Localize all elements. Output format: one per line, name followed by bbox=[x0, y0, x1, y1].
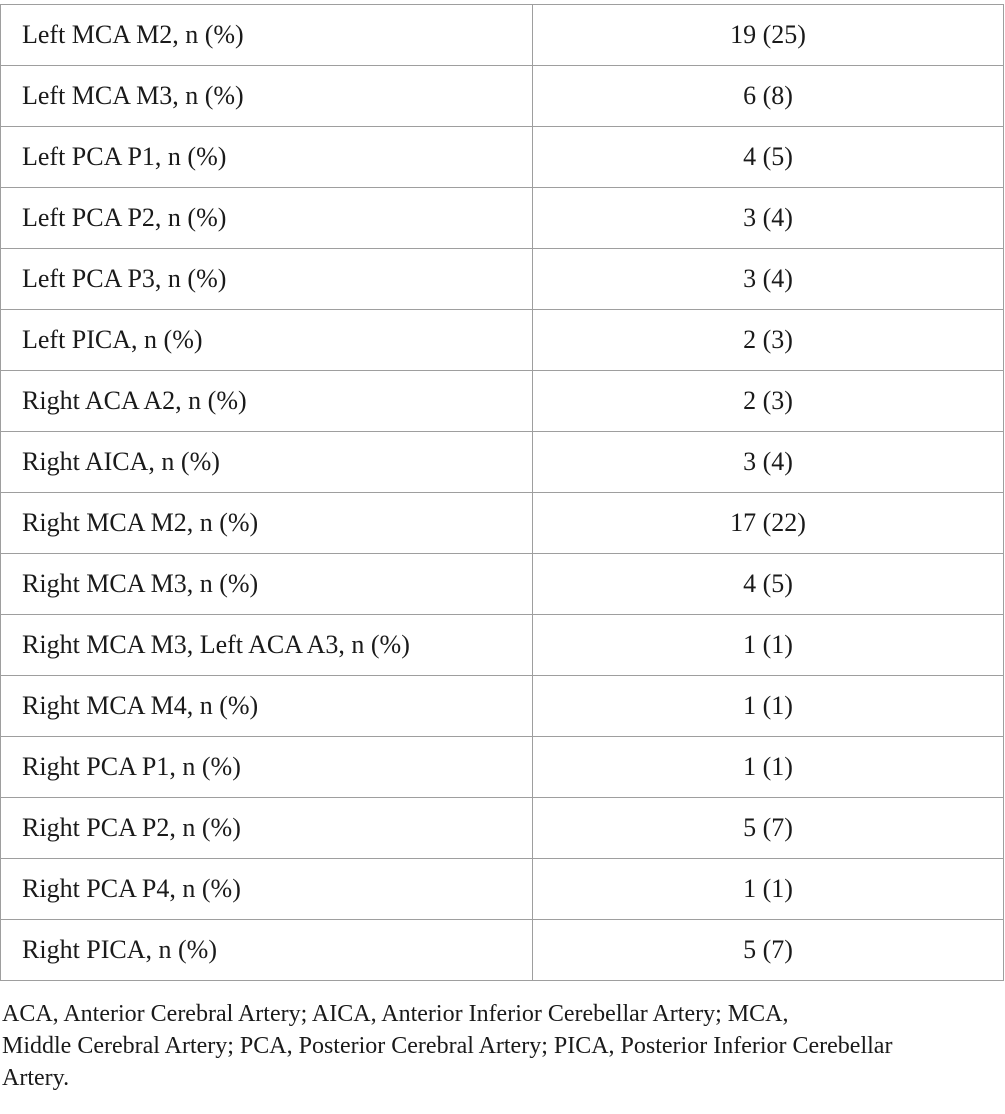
row-label: Right PICA, n (%) bbox=[1, 920, 533, 981]
row-value: 19 (25) bbox=[533, 5, 1004, 66]
row-label: Left PCA P2, n (%) bbox=[1, 188, 533, 249]
row-label: Right PCA P2, n (%) bbox=[1, 798, 533, 859]
table-row bbox=[1, 493, 1004, 554]
row-value: 5 (7) bbox=[533, 798, 1004, 859]
table-row bbox=[1, 432, 1004, 493]
row-value: 5 (7) bbox=[533, 920, 1004, 981]
table-row bbox=[1, 249, 1004, 310]
row-label: Right MCA M3, Left ACA A3, n (%) bbox=[1, 615, 533, 676]
row-value: 3 (4) bbox=[533, 249, 1004, 310]
table-body bbox=[1, 5, 1004, 981]
table-row bbox=[1, 859, 1004, 920]
row-label: Left MCA M2, n (%) bbox=[1, 5, 533, 66]
table-row bbox=[1, 310, 1004, 371]
row-label: Right MCA M3, n (%) bbox=[1, 554, 533, 615]
row-label: Right ACA A2, n (%) bbox=[1, 371, 533, 432]
row-value: 1 (1) bbox=[533, 737, 1004, 798]
row-value: 1 (1) bbox=[533, 859, 1004, 920]
table-row bbox=[1, 737, 1004, 798]
row-value: 1 (1) bbox=[533, 676, 1004, 737]
row-value: 1 (1) bbox=[533, 615, 1004, 676]
row-value: 4 (5) bbox=[533, 127, 1004, 188]
row-value: 3 (4) bbox=[533, 188, 1004, 249]
footnote-line: Middle Cerebral Artery; PCA, Posterior Cerebral Artery; PICA, Posterior Inferior Cerebellar bbox=[2, 1033, 893, 1059]
occlusion-site-table bbox=[0, 4, 1004, 981]
table-footnote bbox=[2, 998, 1005, 1094]
table-row bbox=[1, 66, 1004, 127]
table-row bbox=[1, 798, 1004, 859]
row-label: Left PICA, n (%) bbox=[1, 310, 533, 371]
row-label: Right MCA M2, n (%) bbox=[1, 493, 533, 554]
row-value: 2 (3) bbox=[533, 371, 1004, 432]
row-label: Left PCA P1, n (%) bbox=[1, 127, 533, 188]
row-value: 4 (5) bbox=[533, 554, 1004, 615]
table-row bbox=[1, 127, 1004, 188]
row-label: Right AICA, n (%) bbox=[1, 432, 533, 493]
row-value: 6 (8) bbox=[533, 66, 1004, 127]
row-value: 2 (3) bbox=[533, 310, 1004, 371]
row-label: Right PCA P1, n (%) bbox=[1, 737, 533, 798]
row-value: 17 (22) bbox=[533, 493, 1004, 554]
table-row bbox=[1, 5, 1004, 66]
table-row bbox=[1, 554, 1004, 615]
table-row bbox=[1, 920, 1004, 981]
table-row bbox=[1, 188, 1004, 249]
footnote-line: ACA, Anterior Cerebral Artery; AICA, Anterior Inferior Cerebellar Artery; MCA, bbox=[2, 1001, 789, 1027]
table-row bbox=[1, 371, 1004, 432]
row-label: Right PCA P4, n (%) bbox=[1, 859, 533, 920]
row-value: 3 (4) bbox=[533, 432, 1004, 493]
row-label: Right MCA M4, n (%) bbox=[1, 676, 533, 737]
row-label: Left PCA P3, n (%) bbox=[1, 249, 533, 310]
row-label: Left MCA M3, n (%) bbox=[1, 66, 533, 127]
table-row bbox=[1, 615, 1004, 676]
footnote-line: Artery. bbox=[2, 1065, 70, 1091]
table-row bbox=[1, 676, 1004, 737]
